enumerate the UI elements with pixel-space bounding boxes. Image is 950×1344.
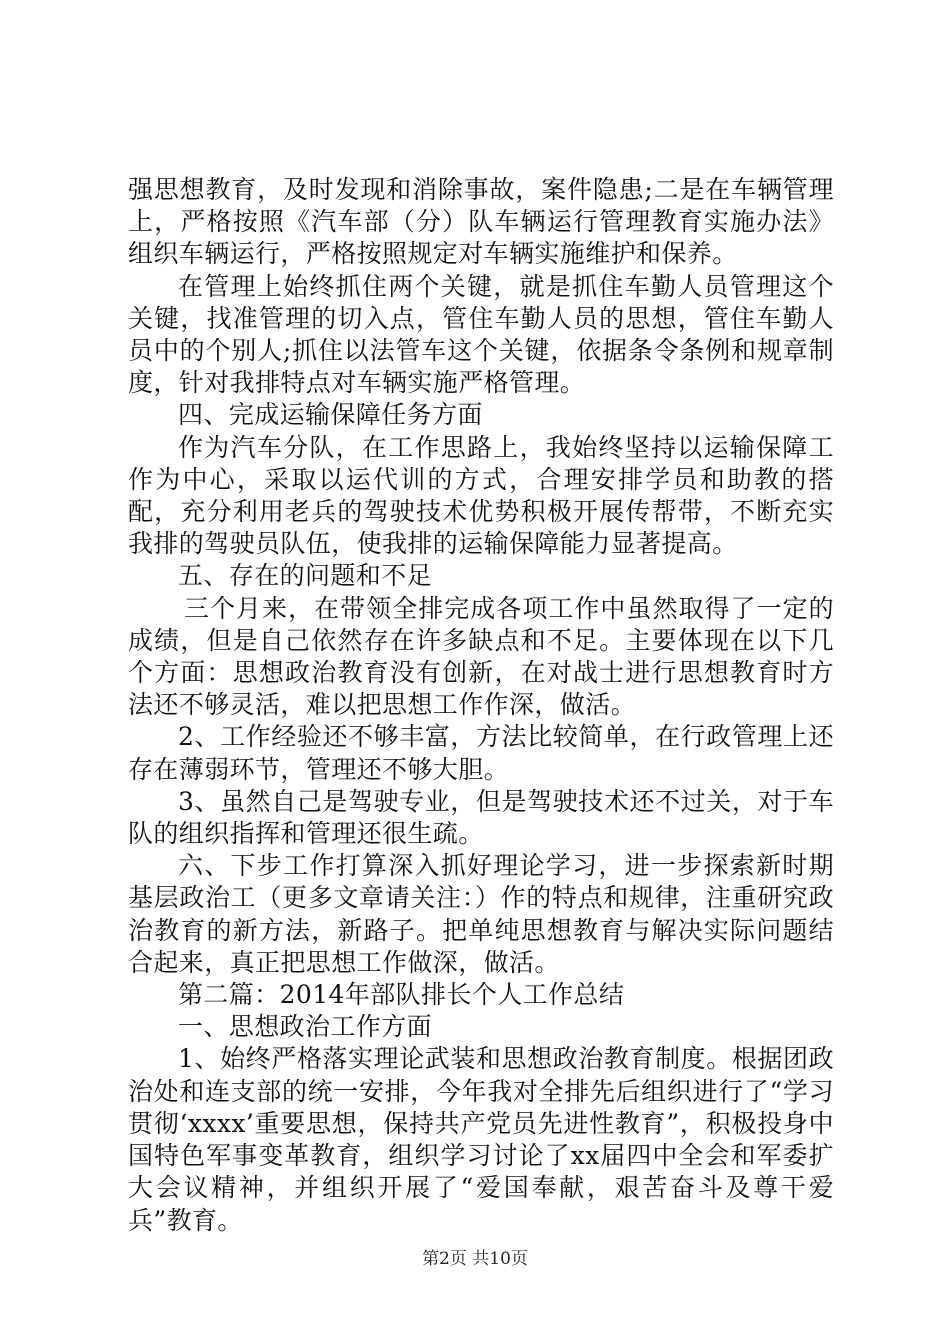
article-title-second: 第二篇：2014年部队排长个人工作总结 [178, 980, 625, 1010]
paragraph-problem-3: 3、虽然自己是驾驶专业，但是驾驶技术还不过关，对于车队的组织指挥和管理还很生疏。 [128, 786, 834, 849]
paragraph-problems: 三个月来，在带领全排完成各项工作中虽然取得了一定的成绩，但是自己依然存在许多缺点和不足。主要体现在以下几个方面：思想政治教育没有创新，在对战士进行思想教育时方法还不够灵活，难以把思想工作作深，做活。 [128, 593, 834, 720]
paragraph-management: 在管理上始终抓住两个关键，就是抓住车勤人员管理这个关键，找准管理的切入点，管住车勤人员的思想，管住车勤人员中的个别人;抓住以法管车这个关键，依据条令条例和规章制度，针对我排特点对车辆实施严格管理。 [128, 271, 834, 398]
paragraph-next-steps: 六、下步工作打算深入抓好理论学习，进一步探索新时期基层政治工（更多文章请关注：）作的特点和规律，注重研究政治教育的新方法，新路子。把单纯思想教育与解决实际问题结合起来，真正把思想工作做深，做活。 [128, 851, 834, 977]
page-number-footer: 第2页 共10页 [422, 1249, 528, 1269]
document-body [128, 174, 834, 1237]
paragraph-political-1: 1、始终严格落实理论武装和思想政治教育制度。根据团政治处和连支部的统一安排，今年我对全排先后组织进行了“学习贯彻‘xxxx’重要思想，保持共产党员先进性教育”，积极投身中国特色军事变革教育，组织学习讨论了xx届四中全会和军委扩大会议精神，并组织开展了“爱国奉献，艰苦奋斗及尊干爱兵”教育。 [128, 1044, 834, 1235]
section-heading-transport: 四、完成运输保障任务方面 [178, 400, 483, 430]
paragraph-problem-2: 2、工作经验还不够丰富，方法比较简单，在行政管理上还存在薄弱环节，管理还不够大胆。 [128, 722, 834, 784]
paragraph-continuation: 强思想教育，及时发现和消除事故，案件隐患;二是在车辆管理上，严格按照《汽车部（分）队车辆运行管理教育实施办法》组织车辆运行，严格按照规定对车辆实施维护和保养。 [128, 175, 834, 269]
section-heading-problems: 五、存在的问题和不足 [178, 561, 433, 591]
paragraph-transport: 作为汽车分队，在工作思路上，我始终坚持以运输保障工作为中心，采取以运代训的方式，合理安排学员和助教的搭配，充分利用老兵的驾驶技术优势积极开展传帮带，不断充实我排的驾驶员队伍，使我排的运输保障能力显著提高。 [128, 432, 834, 559]
section-heading-political: 一、思想政治工作方面 [178, 1012, 433, 1042]
